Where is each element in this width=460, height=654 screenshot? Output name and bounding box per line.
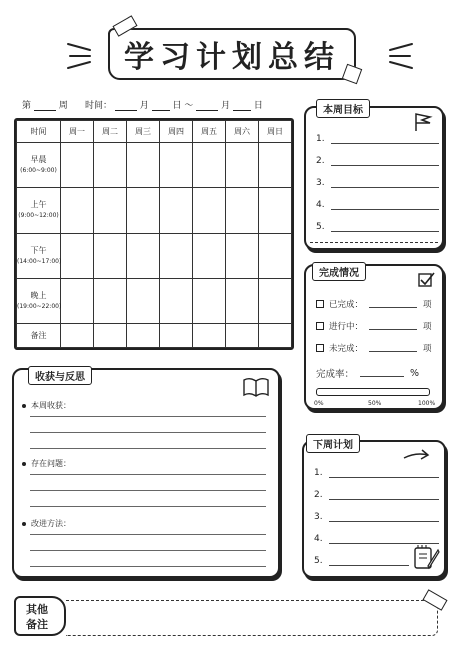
cell[interactable] [160, 324, 193, 348]
plan-line[interactable]: 2. [314, 490, 439, 500]
status-label: 完成情况 [312, 262, 366, 281]
cell[interactable] [226, 324, 259, 348]
cell[interactable] [160, 278, 193, 323]
tilde: ～ [184, 101, 194, 111]
cell[interactable] [226, 143, 259, 188]
write-line[interactable] [30, 566, 266, 567]
checkbox-checked-icon [418, 272, 436, 288]
cell[interactable] [127, 188, 160, 233]
cell[interactable] [259, 188, 292, 233]
status-done-row[interactable]: 已完成： 项 [316, 298, 432, 310]
row-label: 下午 (14:00~17:00) [17, 233, 61, 278]
next-plan-card [302, 440, 446, 578]
row-label: 早晨 (6:00~9:00) [17, 143, 61, 188]
goals-label: 本周目标 [316, 99, 370, 118]
write-line[interactable] [30, 474, 266, 475]
week-line [22, 98, 263, 111]
plan-line[interactable]: 1. [314, 468, 439, 478]
cell[interactable] [193, 188, 226, 233]
harvest-label: 收获与反思 [28, 366, 92, 385]
cell[interactable] [94, 324, 127, 348]
header-fri: 周五 [193, 121, 226, 143]
plan-line[interactable]: 5. [314, 556, 409, 566]
page-title: 学习计划总结 [124, 40, 340, 75]
notes-area[interactable] [66, 600, 438, 636]
cell[interactable] [61, 278, 94, 323]
header-sun: 周日 [259, 121, 292, 143]
month-label: 月 [139, 101, 149, 111]
header-mon: 周一 [61, 121, 94, 143]
cell[interactable] [160, 188, 193, 233]
goal-line[interactable]: 4. [316, 200, 439, 210]
day-label: 日 [172, 101, 182, 111]
write-line[interactable] [30, 448, 266, 449]
completion-rate-row[interactable]: 完成率： % [316, 367, 420, 380]
end-month-blank[interactable] [196, 102, 218, 111]
cell[interactable] [61, 188, 94, 233]
row-label: 备注 [17, 324, 61, 348]
cell[interactable] [226, 278, 259, 323]
harvest-problems: 存在问题： [22, 458, 71, 469]
end-day-blank[interactable] [233, 102, 251, 111]
checkbox[interactable] [316, 344, 324, 352]
harvest-card [12, 368, 280, 578]
notes-tag-line1: 其他 [26, 603, 48, 616]
fold-corner-decoration [342, 64, 363, 85]
cell[interactable] [193, 324, 226, 348]
cell[interactable] [259, 324, 292, 348]
week-blank[interactable] [34, 102, 56, 111]
time-label: 时间： [84, 101, 112, 111]
row-label: 晚上 (19:00~22:00) [17, 278, 61, 323]
start-month-blank[interactable] [115, 102, 137, 111]
header-time: 时间 [17, 121, 61, 143]
cell[interactable] [226, 233, 259, 278]
goal-line[interactable]: 5. [316, 222, 439, 232]
header-tue: 周二 [94, 121, 127, 143]
cell[interactable] [259, 278, 292, 323]
spark-right-icon [384, 38, 414, 74]
cell[interactable] [61, 324, 94, 348]
write-line[interactable] [30, 550, 266, 551]
row-label: 上午 (9:00~12:00) [17, 188, 61, 233]
cell[interactable] [94, 278, 127, 323]
start-day-blank[interactable] [152, 102, 170, 111]
cell[interactable] [259, 233, 292, 278]
cell[interactable] [160, 143, 193, 188]
plan-line[interactable]: 4. [314, 534, 439, 544]
checkbox[interactable] [316, 300, 324, 308]
plan-line[interactable]: 3. [314, 512, 439, 522]
cell[interactable] [193, 233, 226, 278]
cell[interactable] [193, 143, 226, 188]
goal-line[interactable]: 2. [316, 156, 439, 166]
harvest-improvements: 改进方法： [22, 518, 71, 529]
write-line[interactable] [30, 490, 266, 491]
cell[interactable] [127, 278, 160, 323]
cell[interactable] [94, 188, 127, 233]
checkbox[interactable] [316, 322, 324, 330]
write-line[interactable] [30, 534, 266, 535]
table-row [17, 278, 292, 323]
table-row [17, 233, 292, 278]
cell[interactable] [127, 324, 160, 348]
week-prefix: 第 [22, 101, 32, 111]
table-row [17, 143, 292, 188]
cell[interactable] [160, 233, 193, 278]
schedule-header-row [17, 121, 292, 143]
cell[interactable] [127, 143, 160, 188]
flag-icon [412, 112, 434, 132]
arrow-right-icon [402, 448, 430, 462]
cell[interactable] [61, 233, 94, 278]
goal-line[interactable]: 1. [316, 134, 439, 144]
month-label: 月 [221, 101, 231, 111]
notes-tag-line2: 备注 [26, 618, 48, 631]
header-thu: 周四 [160, 121, 193, 143]
cell[interactable] [61, 143, 94, 188]
cell[interactable] [127, 233, 160, 278]
status-progress-row[interactable]: 进行中： 项 [316, 320, 432, 332]
table-row [17, 324, 292, 348]
next-plan-label: 下周计划 [306, 434, 360, 453]
cell[interactable] [94, 143, 127, 188]
table-row [17, 188, 292, 233]
book-icon [242, 376, 270, 398]
cell[interactable] [94, 233, 127, 278]
week-label: 周 [58, 101, 68, 111]
status-card: 已完成： 项 进行中： 项 未完成： 项 完成率： % 0% 50% 100% [304, 264, 444, 410]
goal-line[interactable]: 3. [316, 178, 439, 188]
write-line[interactable] [30, 506, 266, 507]
header-sat: 周六 [226, 121, 259, 143]
cell[interactable] [226, 188, 259, 233]
goals-card [304, 106, 444, 250]
notes-tag [14, 596, 66, 636]
status-undone-row[interactable]: 未完成： 项 [316, 342, 432, 354]
day-label: 日 [253, 101, 263, 111]
write-line[interactable] [30, 416, 266, 417]
harvest-gains: 本周收获： [22, 400, 71, 411]
header-wed: 周三 [127, 121, 160, 143]
progress-bar [316, 388, 430, 396]
cell[interactable] [193, 278, 226, 323]
spark-left-icon [66, 38, 96, 74]
cell[interactable] [259, 143, 292, 188]
write-line[interactable] [30, 432, 266, 433]
title-box [108, 28, 356, 80]
schedule-table [14, 118, 294, 350]
notebook-pen-icon [412, 542, 440, 572]
